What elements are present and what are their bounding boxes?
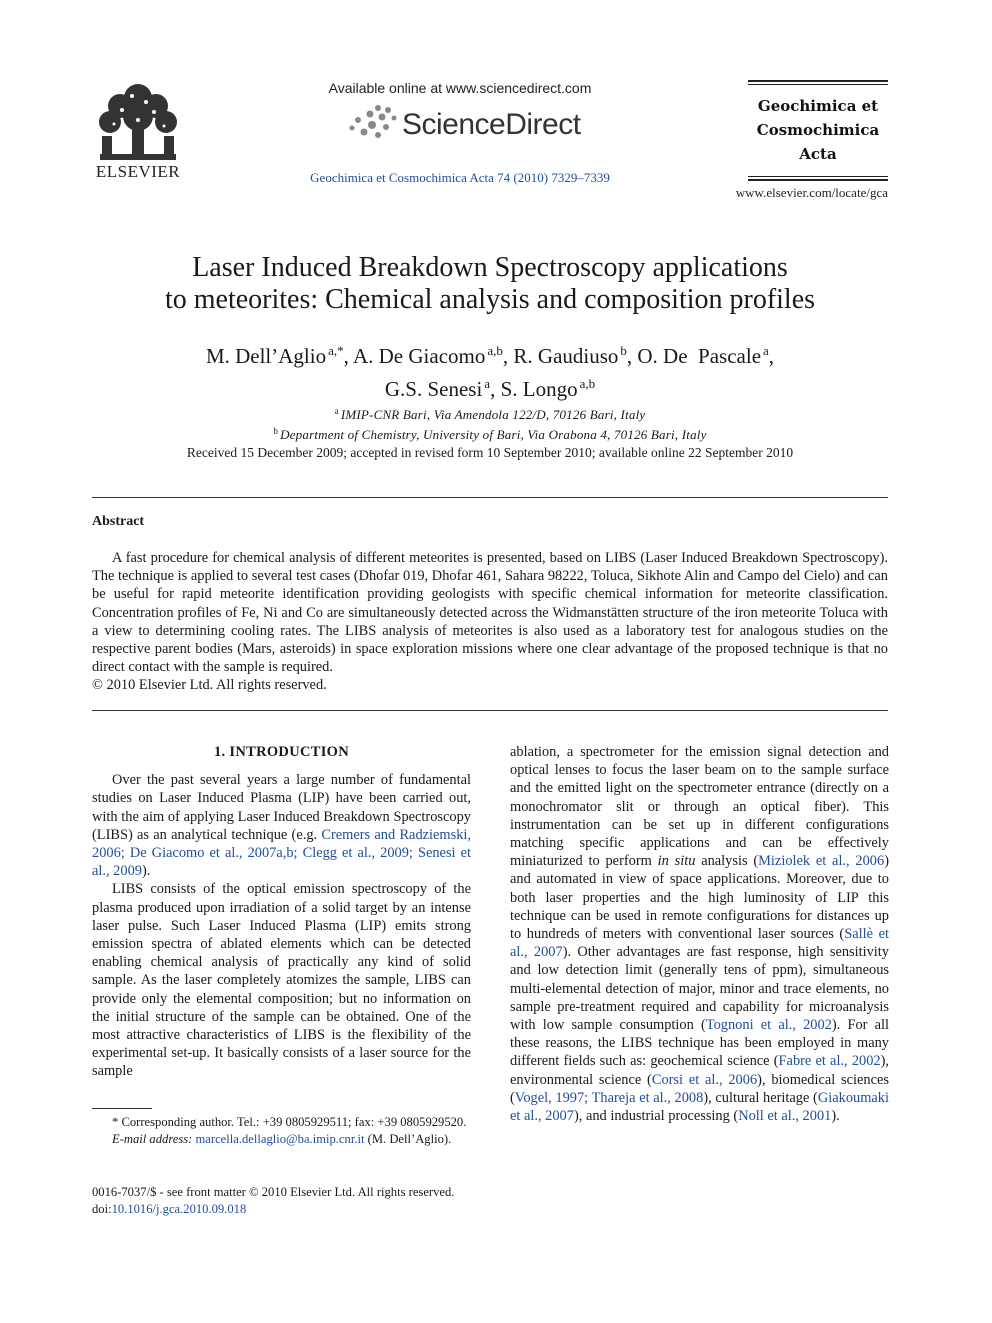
- sciencedirect-dots-icon: [348, 104, 398, 142]
- paragraph-text: ), environmental science (: [510, 1053, 889, 1088]
- masthead-bottom-rule: [748, 176, 888, 181]
- paragraph-text: ). Other advantages are fast response, high sensitivity and low detection limit (generally tens of ppm), simultaneous multi-elemental detection of major, minor and trace elements, no sample pre-treatment required and capability for microanalysis with low sample consumption (: [510, 944, 890, 1034]
- author-affil-mark: a,*: [328, 343, 344, 358]
- paragraph-text: ).: [141, 863, 151, 880]
- intro-paragraph-2: LIBS consists of the optical emission spectroscopy of the plasma produced upon irradiation of a solid target by an intense laser pulse. Such Laser Induced Plasma (LIP) emits strong emission spectra of ablated elements which can be detected enabling chemical analysis of practically any kind of solid sample. As the laser completely atomizes the sample, LIBS can provide only the elemental composition; but no information on the initial structure of the sample can be obtained. One of the most attractive characteristics of LIBS is the flexibility of the experimental set-up. It basically consists of a laser source for the sample: [92, 881, 471, 1080]
- journal-masthead: [748, 80, 888, 181]
- masthead-top-rule: [748, 80, 888, 85]
- publisher-name: ELSEVIER: [95, 162, 181, 181]
- title-line-2: to meteorites: Chemical analysis and composition profiles: [164, 284, 816, 315]
- author-affil-mark: b: [620, 343, 627, 358]
- email-link[interactable]: marcella.dellaglio@ba.imip.cnr.it: [195, 1131, 365, 1146]
- affiliation-text: IMIP-CNR Bari, Via Amendola 122/D, 70126 Bari, Italy: [340, 407, 646, 422]
- citation-link[interactable]: Tognoni et al., 2002: [705, 1017, 832, 1034]
- intro-paragraph-2-continued: [510, 743, 889, 1125]
- author-affil-mark: a: [763, 343, 769, 358]
- section-heading-introduction: 1. INTRODUCTION: [213, 744, 349, 760]
- citation-link[interactable]: Sallè et al., 2007: [510, 926, 889, 961]
- affiliation-b: [92, 423, 888, 443]
- article-dates: Received 15 December 2009; accepted in revised form 10 September 2010; available online 22 September 2010: [186, 445, 794, 460]
- author-affil-mark: a,b: [487, 343, 503, 358]
- citation-link[interactable]: Miziolek et al., 2006: [758, 853, 885, 870]
- journal-name-line-2: Cosmochimica: [756, 121, 880, 139]
- citation-link[interactable]: Fabre et al., 2002: [778, 1053, 881, 1070]
- abstract-copyright: © 2010 Elsevier Ltd. All rights reserved.: [92, 677, 327, 694]
- abstract-text: A fast procedure for chemical analysis of different meteorites is presented, based on LIBS (Laser Induced Breakdown Spectroscopy). The technique is applied to several test cases (Dhofar 019, Dhofar 461, Sahara 98222, Toluca, Sikhote Alin and Campo del Cielo) and can be useful for rapid meteorite identification providing geologists with specific chemical information for meteorite classification. Concentration profiles of Fe, Ni and Co are simultaneously detected across the Widmanstätten structure of the iron meteorite Toluca with a view to determining cooling rates. The LIBS analysis of meteorites is also used as a laboratory test for analogous studies on the respective parent bodies (Mars, asteroids) in space exploration missions where one clear advantage of the proposed technique is that no direct contact with the sample is required.: [92, 550, 888, 676]
- paragraph-text: analysis (: [695, 853, 759, 870]
- abstract-heading: Abstract: [92, 514, 145, 529]
- issn-doi-block: [92, 1184, 454, 1218]
- affiliation-text: Department of Chemistry, University of Bari, Via Orabona 4, 70126 Bari, Italy: [280, 427, 707, 442]
- doi-line: [92, 1201, 454, 1218]
- affiliation-mark: a: [334, 406, 339, 416]
- corresponding-author-footnote: [92, 1114, 471, 1147]
- author-list: [92, 337, 888, 403]
- footnote-contact: * Corresponding author. Tel.: +39 0805929511; fax: +39 0805929520.: [112, 1115, 467, 1129]
- abstract-body: [92, 549, 888, 695]
- footnote-rule: [92, 1108, 152, 1109]
- citation-link[interactable]: Giakoumaki et al., 2007: [510, 1089, 889, 1125]
- affiliation-a: [92, 403, 888, 423]
- right-column: [510, 743, 889, 1125]
- author-name: R. Gaudiuso: [513, 344, 619, 368]
- doi-label: doi:: [92, 1202, 112, 1216]
- paragraph-text: ).: [831, 1108, 840, 1125]
- author-name: O. De Pascale: [637, 344, 762, 368]
- paragraph-text: ). For all these reasons, the LIBS technique has been employed in many different fields such as: geochemical science (: [510, 1017, 890, 1070]
- email-owner: (M. Dell’Aglio).: [367, 1131, 452, 1146]
- citation-link[interactable]: Vogel, 1997; Thareja et al., 2008: [514, 1089, 704, 1106]
- paragraph-text: ), cultural heritage (: [703, 1089, 818, 1106]
- issn-line: 0016-7037/$ - see front matter © 2010 Elsevier Ltd. All rights reserved.: [92, 1185, 455, 1199]
- author-affil-mark: a,b: [579, 376, 596, 391]
- author-line-1: M. Dell’Aglio $^{a,*}$, A. De Giacomo $^{a,b}$, R. Gaudiuso $^b$, O. De Pascale $^a$,: [205, 343, 775, 368]
- citation-link[interactable]: Corsi et al., 2006: [651, 1071, 758, 1088]
- affiliation-mark: b: [273, 426, 279, 436]
- author-name: M. Dell’Aglio: [205, 344, 327, 368]
- abstract-top-rule: [92, 497, 888, 498]
- sciencedirect-header: [290, 80, 630, 186]
- journal-name-line-3: Acta: [799, 145, 837, 163]
- paragraph-text: ), biomedical sciences (: [510, 1071, 890, 1106]
- paragraph-text: Over the past several years a large number of fundamental studies on Laser Induced Plasma (LIP) have been carried out, with the aim of applying Laser Induced Breakdown Spectroscopy (LIBS) as an analytical technique (e.g.: [92, 772, 471, 843]
- doi-link[interactable]: 10.1016/j.gca.2010.09.018: [111, 1202, 247, 1216]
- article-title: [92, 252, 888, 316]
- citation-link[interactable]: Noll et al., 2001: [738, 1108, 832, 1125]
- footnote-email: [92, 1131, 471, 1148]
- paragraph-text: ) and automated in view of space applications. Moreover, due to both laser properties and the high luminosity of LIP this technique can be used in remote configurations for distances up to hundreds of meters with conventional laser sources (: [510, 853, 889, 943]
- title-line-1: Laser Induced Breakdown Spectroscopy applications: [192, 252, 788, 283]
- left-column: [92, 743, 471, 1081]
- author-line-2: G.S. Senesi $^a$, S. Longo $^{a,b}$: [384, 376, 596, 401]
- citation-link[interactable]: Cremers and Radziemski, 2006; De Giacomo et al., 2007a,b; Clegg et al., 2009; Senesi et al., 2009: [92, 826, 471, 880]
- journal-reference-link[interactable]: Geochimica et Cosmochimica Acta 74 (2010) 7329–7339: [310, 170, 610, 185]
- journal-name: [748, 94, 888, 166]
- abstract-bottom-rule: [92, 710, 888, 711]
- paragraph-text: ablation, a spectrometer for the emission signal detection and optical lenses to focus the laser beam on to the sample surface and the emitted light on the spectrometer entrance (directly on a monochromator slit or through an optical fiber). This instrumentation can be set up in different configurations matching specific applications and can be effectively miniaturized to perform: [510, 744, 889, 870]
- available-online-text: Available online at www.sciencedirect.com: [328, 80, 592, 96]
- intro-paragraph-1: [92, 771, 471, 880]
- author-name: G.S. Senesi: [384, 377, 483, 401]
- author-name: A. De Giacomo: [352, 344, 486, 368]
- sciencedirect-logo[interactable]: [290, 102, 630, 144]
- paragraph-text: ), and industrial processing (: [573, 1108, 739, 1125]
- journal-url[interactable]: www.elsevier.com/locate/gca: [735, 185, 888, 200]
- sciencedirect-wordmark: ScienceDirect: [402, 108, 581, 141]
- journal-name-line-1: Geochimica et: [757, 97, 879, 115]
- italic-term: in situ: [657, 853, 696, 870]
- tree-icon: [92, 80, 184, 162]
- author-affil-mark: a: [484, 376, 491, 391]
- affiliations: [92, 403, 888, 443]
- author-name: S. Longo: [500, 377, 578, 401]
- email-label: E-mail address:: [112, 1131, 193, 1146]
